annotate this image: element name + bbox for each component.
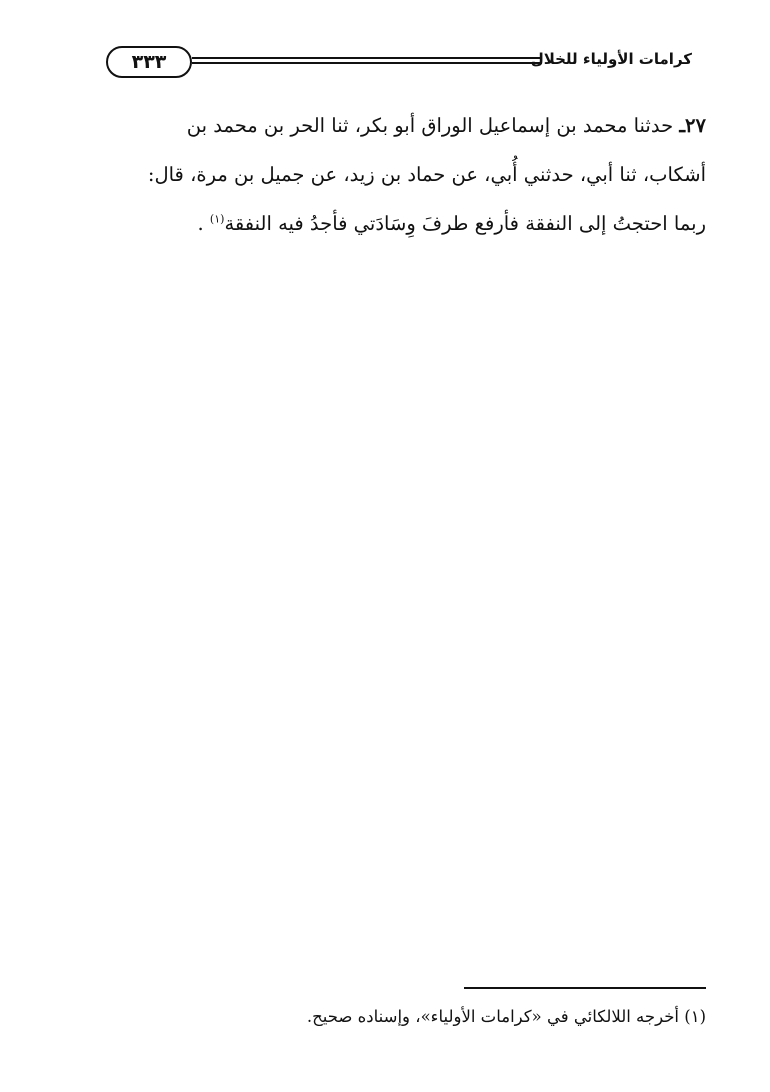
header-double-rule bbox=[192, 57, 542, 65]
page-number-badge: ٣٣٣ bbox=[106, 46, 192, 78]
text-line-3-content: ربما احتجتُ إلى النفقة فأرفع طرفَ وِسَادَتي فأجدُ فيه النفقة bbox=[224, 212, 706, 235]
running-title: كرامات الأولياء للخلال bbox=[530, 50, 692, 68]
text-line-3-end: . bbox=[197, 212, 210, 235]
hadith-number: ٢٧ـ bbox=[679, 114, 706, 137]
text-line-2: أشكاب، ثنا أبي، حدثني أُبي، عن حماد بن زيد، عن جميل بن مرة، قال: bbox=[147, 163, 706, 186]
footnote-separator bbox=[464, 987, 706, 989]
footnote-1: (١) أخرجه اللالكائي في «كرامات الأولياء»، وإسناده صحيح. bbox=[306, 1007, 706, 1026]
text-line-1 bbox=[102, 101, 706, 150]
main-text bbox=[102, 101, 706, 248]
header-rule-top bbox=[192, 57, 542, 59]
text-line-1-content: حدثنا محمد بن إسماعيل الوراق أبو بكر، ثنا الحر بن محمد بن bbox=[186, 114, 680, 137]
text-line-3 bbox=[102, 199, 706, 248]
header-rule-bottom bbox=[192, 62, 542, 64]
footnote-reference[interactable]: (١) bbox=[209, 212, 225, 226]
page-header bbox=[100, 44, 700, 84]
